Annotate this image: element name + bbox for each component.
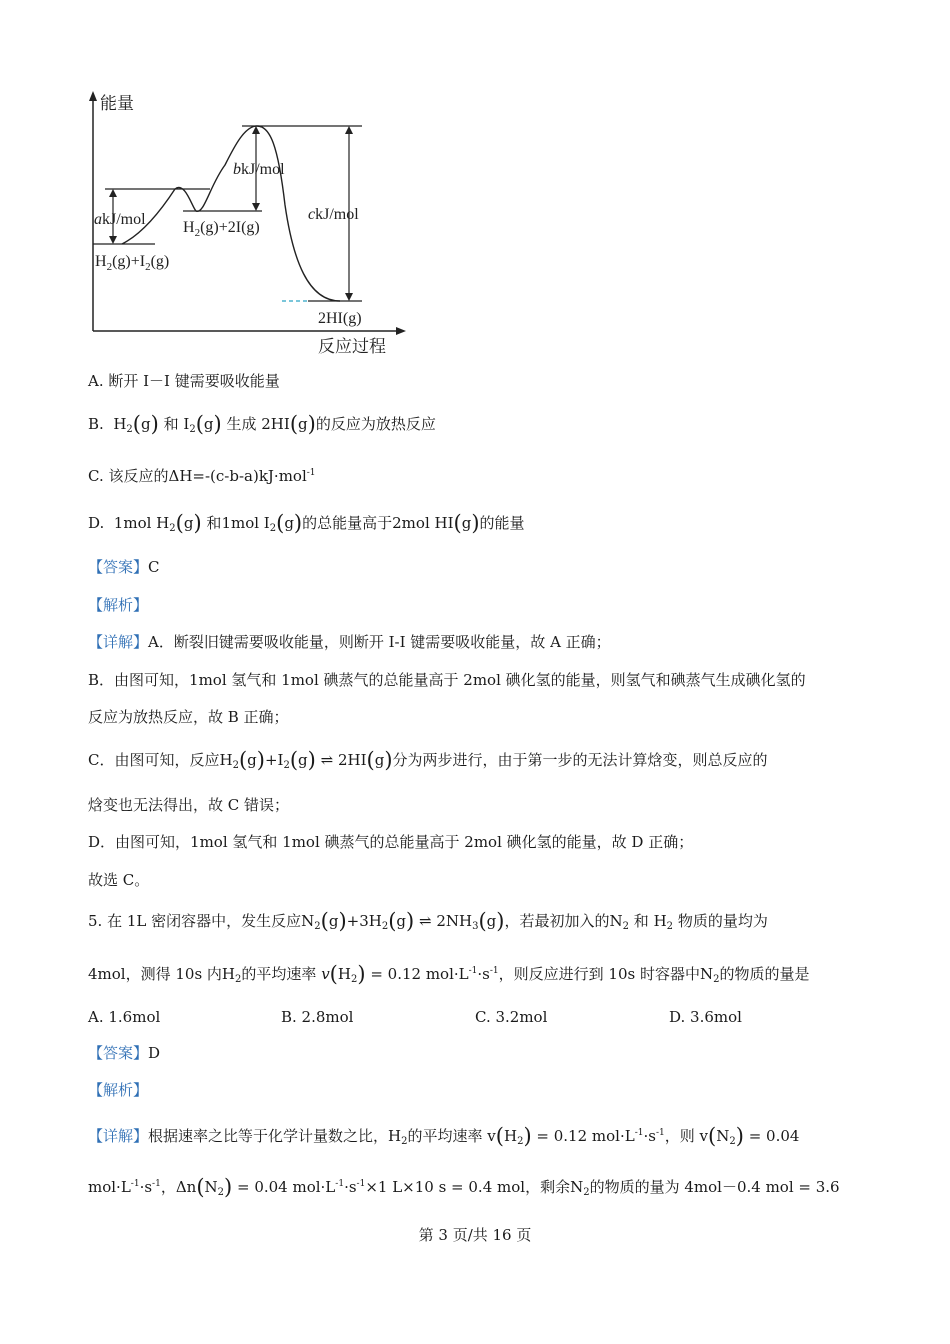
q5-detail-line1: 【详解】根据速率之比等于化学计量数之比，$H_2$的平均速率 $v(H_2) = 0.12$ $mol\cdot L^{-1}\cdot s^{-1}$，则 $v(N_2) = 0.04$	[88, 1124, 800, 1148]
q4-detail-b1: B．由图可知，1mol 氢气和 1mol 碘蒸气的总能量高于 2mol 碘化氢的能量，则氢气和碘蒸气生成碘化氢的	[88, 671, 806, 689]
energy-diagram	[70, 85, 430, 360]
q5-option-d: D. 3.6mol	[669, 1008, 742, 1026]
q4-detail-a: 【详解】A．断裂旧键需要吸收能量，则断开 I-I 键需要吸收能量，故 A 正确；	[88, 633, 611, 651]
y-axis-arrow	[89, 91, 97, 101]
q4-analysis-tag: 【解析】	[88, 596, 149, 614]
q5-option-c: C. 3.2mol	[475, 1008, 548, 1026]
label-b: bkJ/mol	[233, 161, 285, 178]
q4-option-b: B. $H_2(g)$ 和 $I_2(g)$ 生成 2HI(g)的反应为放热反应	[88, 412, 436, 436]
q4-option-d: D. 1mol $H_2(g)$ 和1mol $I_2(g)$的总能量高于2mol HI(g)的能量	[88, 511, 525, 535]
q5-answer: 【答案】D	[88, 1044, 161, 1062]
q4-option-a: A. 断开 I－I 键需要吸收能量	[88, 372, 280, 390]
x-axis-label: 反应过程	[318, 337, 386, 356]
q4-answer: 【答案】C	[88, 558, 160, 576]
q5-stem-line2: 4mol，测得 10s 内$H_2$的平均速率 $v(H_2) = 0.12$ $mol\cdot L^{-1}\cdot s^{-1}$，则反应进行到 10s 时容器中$N_2$的物质的量是	[88, 962, 810, 986]
page-footer: 第 3 页/共 16 页	[418, 1226, 532, 1244]
state-intermediate: $H_2(g)+2I(g)$	[183, 219, 260, 239]
q4-option-c: C. 该反应的ΔH=-(c-b-a)kJ·mol$^{-1}$	[88, 467, 316, 485]
q5-detail-line2: $mol\cdot L^{-1}\cdot s^{-1}$，$\Delta n(N_2) = 0.04$ $mol\cdot L^{-1}\cdot s^{-1}\times 1$ L×10 s = 0.4 mol，剩余$N_2$的物质的量为 4mol－0.4 mol = 3.6	[88, 1175, 840, 1199]
q4-detail-b2: 反应为放热反应，故 B 正确；	[88, 708, 289, 726]
label-c: ckJ/mol	[308, 206, 359, 223]
y-axis-label: 能量	[100, 94, 134, 113]
q5-analysis-tag: 【解析】	[88, 1081, 149, 1099]
q4-detail-d: D．由图可知，1mol 氢气和 1mol 碘蒸气的总能量高于 2mol 碘化氢的能量，故 D 正确；	[88, 833, 694, 851]
q5-stem-line1: 5. 在 1L 密闭容器中，发生反应$N_2(g)+3H_2(g)$ ⇌ $2NH_3(g)$，若最初加入的$N_2$ 和 $H_2$ 物质的量均为	[88, 909, 768, 933]
q4-conclusion: 故选 C。	[88, 871, 150, 889]
x-axis-arrow	[396, 327, 406, 335]
q5-option-a: A. 1.6mol	[88, 1008, 161, 1026]
state-reactants: $H_2(g)+I_2(g)$	[95, 253, 170, 273]
q5-option-b: B. 2.8mol	[281, 1008, 354, 1026]
state-product: 2HI(g)	[318, 310, 362, 327]
q4-detail-c2: 焓变也无法得出，故 C 错误；	[88, 796, 290, 814]
label-a: akJ/mol	[94, 211, 146, 228]
q4-detail-c1: C．由图可知，反应$H_2(g)+I_2(g)$ ⇌ 2HI(g)分为两步进行，由于第一步的无法计算焓变，则总反应的	[88, 748, 768, 772]
